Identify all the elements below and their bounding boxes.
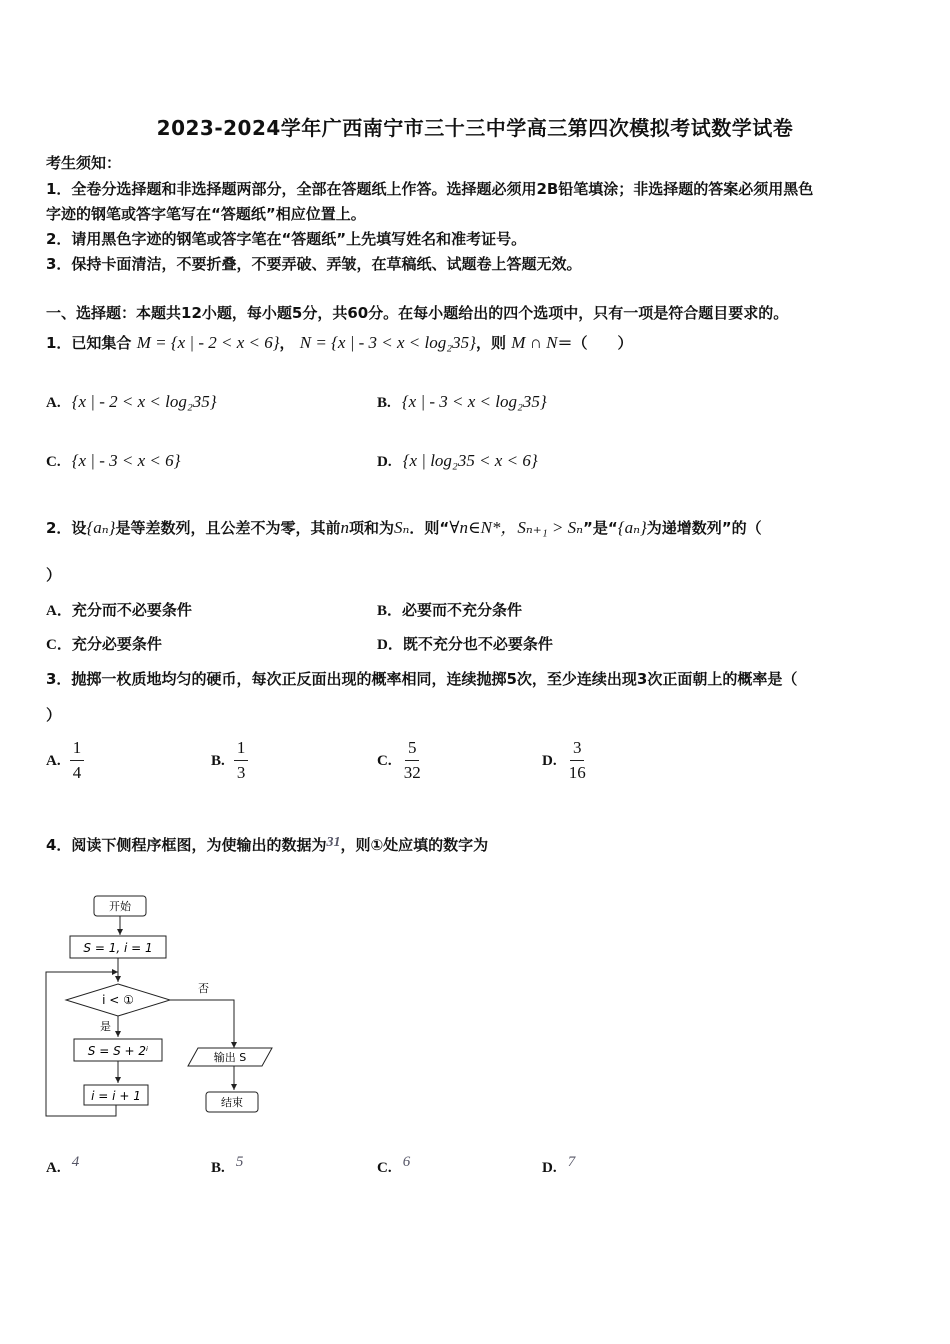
option-label: C.	[377, 753, 392, 769]
denominator: 16	[568, 763, 586, 782]
q3-option-a[interactable]	[46, 738, 84, 783]
q2-text-1: 2．设	[46, 519, 87, 537]
sequence-an: {aₙ}	[86, 518, 116, 537]
option-text: {x | - 3 < x < log₂35}	[401, 392, 547, 411]
option-label: B.	[211, 1160, 225, 1176]
q4-text-1: 4．阅读下侧程序框图，为使输出的数据为	[46, 836, 327, 854]
q4-option-b[interactable]	[211, 1154, 243, 1177]
q1-option-d[interactable]	[377, 451, 538, 471]
option-label: B.	[211, 753, 225, 769]
q1-option-a[interactable]	[46, 392, 217, 412]
q1-option-c[interactable]	[46, 451, 180, 471]
fraction	[234, 738, 249, 783]
fraction	[566, 738, 589, 783]
denominator: 3	[236, 763, 246, 782]
flow-end-label: 结束	[221, 1096, 243, 1109]
var-n: n	[340, 518, 349, 537]
q1-option-b[interactable]	[377, 392, 547, 412]
q1-comma: ，	[279, 334, 295, 352]
page-title: 2023-2024学年广西南宁市三十三中学高三第四次模拟考试数学试卷	[156, 116, 794, 140]
numerator: 1	[234, 738, 249, 761]
numerator: 3	[570, 738, 585, 761]
flow-update-i-label: i = i + 1	[91, 1089, 141, 1103]
q4-option-a[interactable]	[46, 1154, 79, 1177]
option-label: A．	[46, 603, 72, 619]
notice-item-1-line-1: 1．全卷分选择题和非选择题两部分，全部在答题纸上作答。选择题必须用2B铅笔填涂；非选择题的答案必须用黑色	[46, 180, 814, 198]
option-label: D．	[377, 637, 403, 653]
numerator: 1	[70, 738, 85, 761]
option-text: {x | - 2 < x < log₂35}	[71, 392, 217, 411]
notice-item-1-line-2: 字迹的钢笔或答字笔写在“答题纸”相应位置上。	[46, 205, 366, 223]
option-text: 既不充分也不必要条件	[402, 635, 553, 653]
q1-paren: ＝（ ）	[557, 334, 633, 352]
option-label: B.	[377, 395, 391, 411]
intersection-expr: M ∩ N	[511, 333, 558, 352]
flow-init-label: S = 1, i = 1	[83, 941, 153, 955]
question-2	[46, 513, 762, 538]
q2-text-6: 为递增数列”的（	[646, 519, 762, 537]
flow-decision-label: i < ①	[102, 993, 134, 1007]
notice-item-3: 3．保持卡面清洁，不要折叠，不要弄破、弄皱，在草稿纸、试题卷上答题无效。	[46, 255, 582, 273]
q3-close-paren: ）	[46, 706, 62, 724]
flow-arrow-no	[170, 1000, 234, 1048]
sequence-an-2: {aₙ}	[617, 518, 647, 537]
q4-option-d[interactable]	[542, 1154, 575, 1177]
option-text: 充分而不必要条件	[71, 601, 192, 619]
set-n: N = {x | - 3 < x < log₂35}	[299, 333, 476, 352]
q2-option-c[interactable]	[46, 633, 162, 654]
fraction	[70, 738, 85, 783]
q2-text-3: 项和为	[348, 519, 394, 537]
option-label: C.	[46, 454, 61, 470]
set-m: M = {x | - 2 < x < 6}	[136, 333, 280, 352]
question-1	[46, 332, 633, 353]
var-sn: Sₙ	[393, 518, 410, 537]
option-label: D.	[377, 454, 392, 470]
flowchart	[40, 890, 280, 1120]
q2-text-5: ”是“	[583, 519, 618, 537]
option-label: C.	[377, 1160, 392, 1176]
notice-item-2: 2．请用黑色字迹的钢笔或答字笔在“答题纸”上先填写姓名和准考证号。	[46, 230, 527, 248]
question-3: 3．抛掷一枚质地均匀的硬币，每次正反面出现的概率相同，连续抛掷5次，至少连续出现3次正面朝上的概率是（	[46, 670, 798, 688]
q2-close-paren: ）	[46, 566, 62, 584]
q2-option-a[interactable]	[46, 599, 192, 620]
option-label: D.	[542, 1160, 557, 1176]
option-value: 5	[235, 1154, 244, 1170]
option-label: A.	[46, 395, 61, 411]
q2-text-4: ．则“	[409, 519, 450, 537]
option-value: 4	[71, 1154, 80, 1170]
q3-option-b[interactable]	[211, 738, 248, 783]
option-label: D.	[542, 753, 557, 769]
q2-text-2: 是等差数列，且公差不为零，其前	[115, 519, 341, 537]
denominator: 4	[72, 763, 82, 782]
numerator: 5	[405, 738, 420, 761]
section-heading: 一、选择题：本题共12小题，每小题5分，共60分。在每小题给出的四个选项中，只有一项是符合题目要求的。	[46, 304, 789, 322]
option-value: 6	[402, 1154, 411, 1170]
option-text: {x | - 3 < x < 6}	[71, 451, 181, 470]
notice-heading: 考生须知：	[46, 154, 122, 172]
flow-yes-label: 是	[100, 1020, 111, 1033]
option-label: B．	[377, 603, 403, 619]
q1-then: ，则	[475, 334, 506, 352]
flow-update-s-label: S = S + 2ⁱ	[87, 1044, 149, 1058]
q2-option-d[interactable]	[377, 633, 553, 654]
flow-output-label: 输出 S	[213, 1051, 247, 1064]
q3-option-d[interactable]	[542, 738, 589, 783]
option-text: 必要而不充分条件	[402, 601, 523, 619]
denominator: 32	[403, 763, 421, 782]
option-text: 充分必要条件	[71, 635, 162, 653]
option-label: A.	[46, 753, 61, 769]
fraction	[401, 738, 424, 783]
question-4	[46, 834, 488, 855]
q4-option-c[interactable]	[377, 1154, 410, 1177]
q2-option-b[interactable]	[377, 599, 522, 620]
option-value: 7	[567, 1154, 576, 1170]
q4-text-2: ，则①处应填的数字为	[340, 836, 489, 854]
flow-start-label: 开始	[109, 900, 131, 913]
target-value: 31	[326, 835, 341, 850]
condition: ∀n∈N*，Sₙ₊₁ > Sₙ	[449, 518, 584, 537]
option-text: {x | log₂35 < x < 6}	[402, 451, 538, 470]
option-label: C．	[46, 637, 72, 653]
flow-no-label: 否	[198, 982, 209, 995]
q3-option-c[interactable]	[377, 738, 424, 783]
q1-prefix: 1．已知集合	[46, 334, 132, 352]
option-label: A.	[46, 1160, 61, 1176]
